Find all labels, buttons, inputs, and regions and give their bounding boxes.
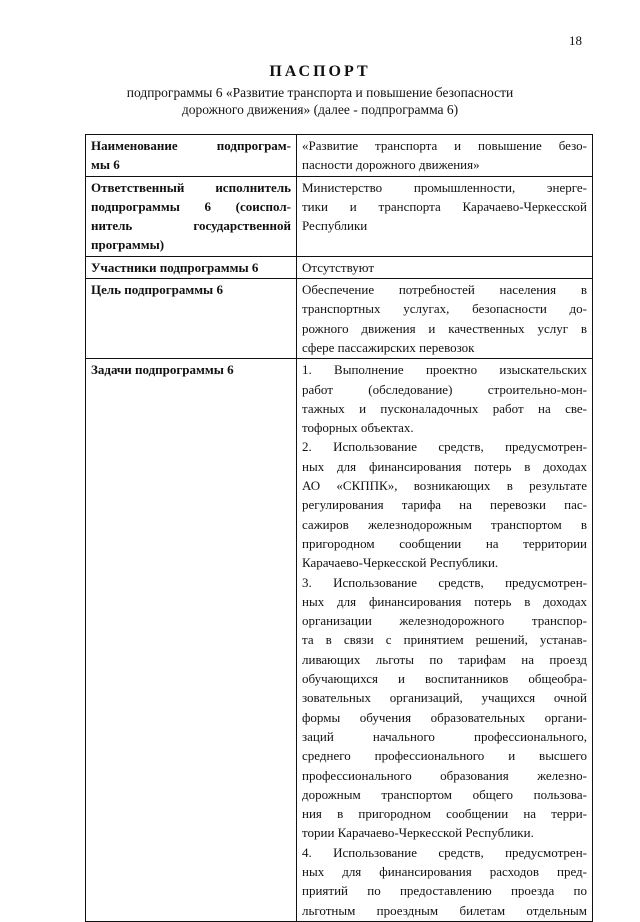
row-value-line: обучающихся и воспитанников общеобра-	[302, 671, 587, 687]
row-value-line: пригородном сообщении на территории	[302, 535, 587, 551]
row-value-line: транспортных услугах, безопасности до-	[302, 301, 587, 317]
table-row	[86, 279, 593, 359]
row-value-line: регулирования тарифа на перевозки пас-	[302, 497, 587, 513]
row-label-line: Цель подпрограммы 6	[91, 282, 223, 298]
row-value-line: ных для финансирования потерь в доходах	[302, 593, 587, 609]
row-value	[297, 176, 593, 256]
row-label-line: подпрограммы 6 (соиспол-	[91, 198, 291, 214]
row-value	[297, 135, 593, 177]
document-subtitle	[80, 84, 560, 118]
row-value-line: приятий по предоставлению проезда по	[302, 883, 587, 899]
row-value	[297, 279, 593, 359]
document-title: ПАСПОРТ	[269, 63, 371, 80]
row-value-line: 2. Использование средств, предусмотрен-	[302, 439, 587, 455]
row-label-line: программы)	[91, 237, 165, 253]
row-label	[86, 279, 297, 359]
row-value-line: та в связи с принятием решений, устанав-	[302, 632, 587, 648]
subtitle-line: подпрограммы 6 «Развитие транспорта и повышение безопасности	[126, 85, 514, 100]
row-label	[86, 256, 297, 278]
row-value-line: профессионального образования железно-	[302, 767, 587, 783]
row-value-line: Республики	[302, 218, 368, 234]
row-value-line: среднего профессионального и высшего	[302, 748, 587, 764]
row-label-line: Задачи подпрограммы 6	[91, 362, 234, 378]
passport-table	[85, 134, 593, 922]
row-label-line: нитель государственной	[91, 218, 291, 234]
subtitle-line: дорожного движения» (далее - подпрограмма 6)	[181, 102, 459, 117]
row-value-line: сфере пассажирских перевозок	[302, 339, 475, 355]
row-value-line: организации железнодорожного транспор-	[302, 613, 587, 629]
table-row	[86, 256, 593, 278]
row-label	[86, 359, 297, 922]
row-value-line: зовательных организаций, учащихся очной	[302, 690, 587, 706]
row-value-line: 3. Использование средств, предусмотрен-	[302, 574, 587, 590]
passport-table-body	[86, 135, 593, 922]
row-value-line: ных для финансирования потерь в доходах	[302, 458, 587, 474]
row-value-line: пасности дорожного движения»	[302, 157, 480, 173]
row-value-line: «Развитие транспорта и повышение безо-	[302, 138, 587, 153]
row-label-line: Наименование подпрограм-	[91, 138, 291, 153]
row-label	[86, 135, 297, 177]
table-row	[86, 359, 593, 922]
row-value-line: ливающих льготы по тарифам на проезд	[302, 651, 587, 667]
row-value-line: Отсутствуют	[302, 259, 375, 275]
row-value-line: Карачаево-Черкесской Республики.	[302, 555, 499, 571]
row-label	[86, 176, 297, 256]
row-value-line: работ (обследование) строительно-мон-	[302, 381, 587, 397]
row-value-line: тории Карачаево-Черкесской Республики.	[302, 825, 534, 841]
row-value-line: сажиров железнодорожным транспортом в	[302, 516, 587, 532]
table-row	[86, 176, 593, 256]
row-value-line: 4. Использование средств, предусмотрен-	[302, 844, 587, 860]
row-value	[297, 359, 593, 922]
row-value-line: заций начального профессионального,	[302, 728, 587, 744]
row-label-line: Участники подпрограммы 6	[91, 259, 259, 275]
row-value-line: тики и транспорта Карачаево-Черкесской	[302, 198, 587, 214]
row-value-line: Министерство промышленности, энерге-	[302, 179, 587, 195]
row-value-line: Обеспечение потребностей населения в	[302, 282, 587, 298]
row-value-line: ных для финансирования расходов пред-	[302, 863, 587, 879]
row-label-line: Ответственный исполнитель	[91, 179, 291, 195]
row-value-line: формы обучения образовательных органи-	[302, 709, 587, 725]
row-value	[297, 256, 593, 278]
row-label-line: мы 6	[91, 157, 120, 173]
table-row	[86, 135, 593, 177]
row-value-line: ния в пригородном сообщении на терри-	[302, 806, 587, 822]
row-value-line: тофорных объектах.	[302, 420, 414, 436]
row-value-line: тажных и пусконаладочных работ на све-	[302, 400, 587, 416]
row-value-line: льготным проездным билетам отдельным	[302, 902, 587, 918]
row-value-line: рожного движения и качественных услуг в	[302, 320, 587, 336]
row-value-line: дорожным транспортом общего пользова-	[302, 786, 587, 802]
page-number: 18	[569, 33, 582, 48]
row-value-line: АО «СКППК», возникающих в результате	[302, 478, 587, 494]
row-value-line: 1. Выполнение проектно изыскательских	[302, 362, 587, 378]
